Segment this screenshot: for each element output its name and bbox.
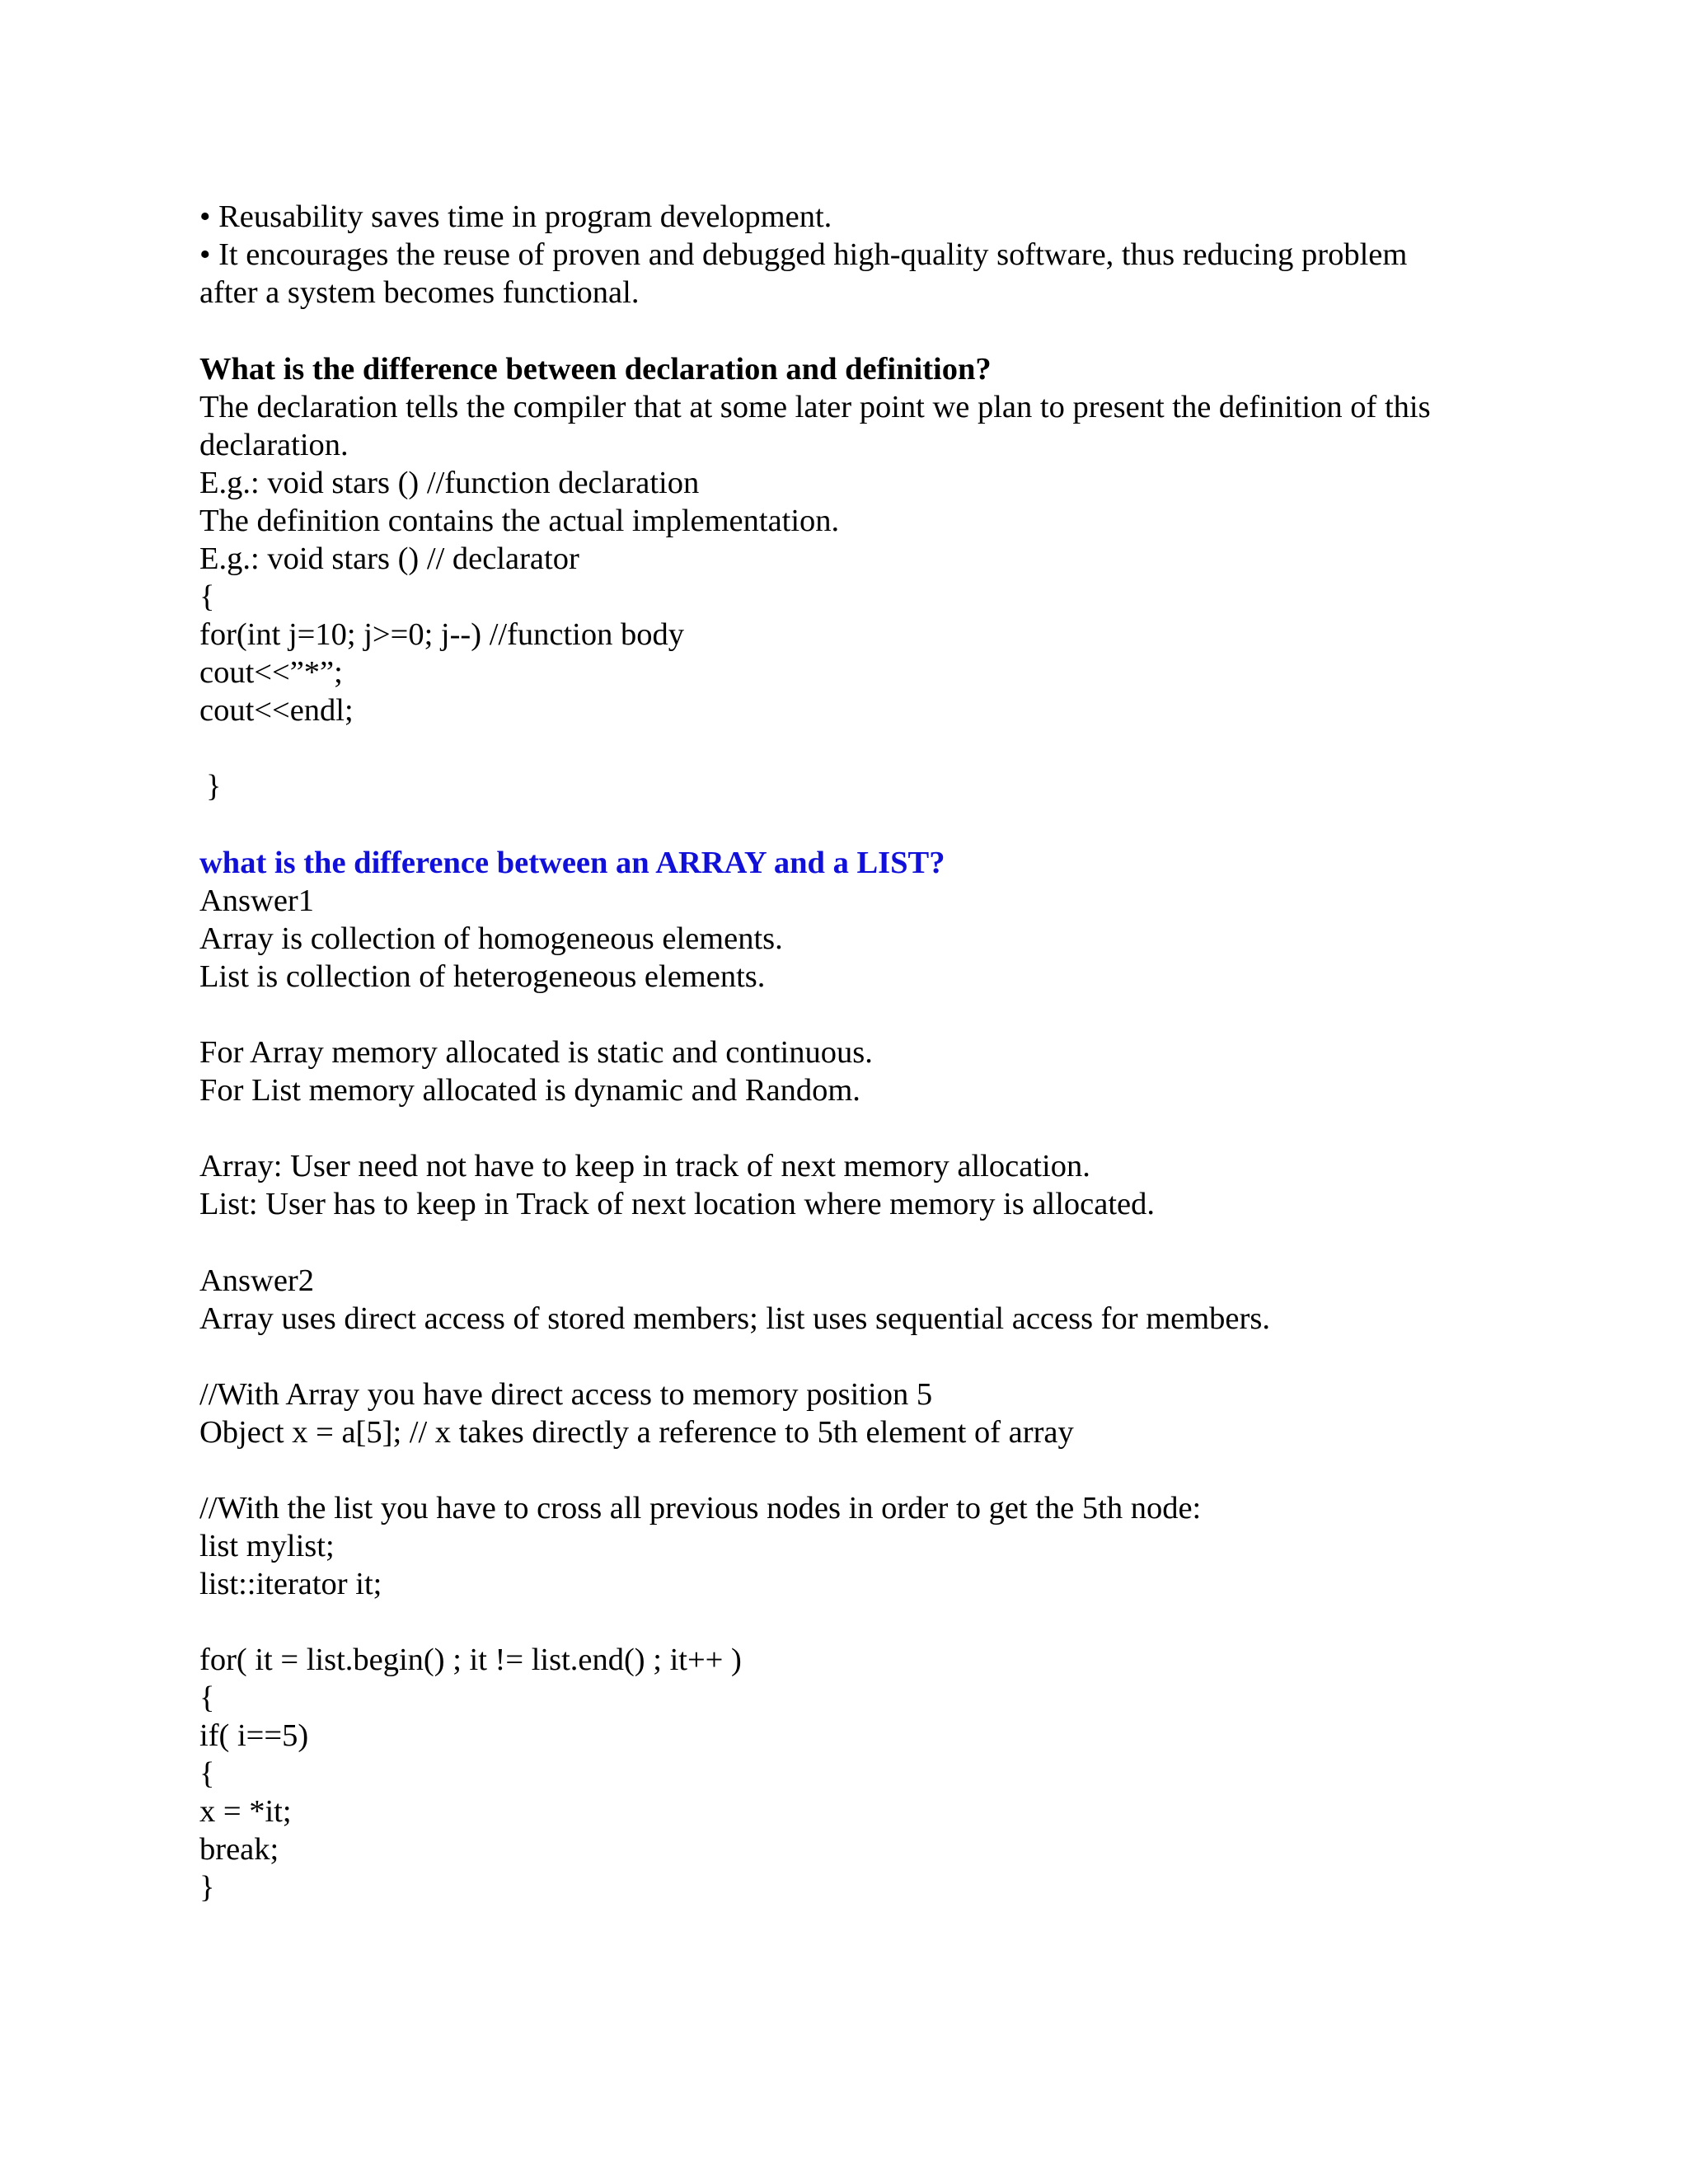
answer1-line: Array: User need not have to keep in track of next memory allocation. <box>199 1149 1090 1183</box>
answer2-line: //With the list you have to cross all previous nodes in order to get the 5th node: <box>199 1491 1202 1526</box>
code-line: } <box>206 769 222 804</box>
declaration-text-line: The declaration tells the compiler that at some later point we plan to present the definition of this <box>199 390 1431 424</box>
answer1-line: Array is collection of homogeneous elements. <box>199 921 783 956</box>
definition-text-line: The definition contains the actual implementation. <box>199 504 840 538</box>
code-line: x = *it; <box>199 1794 292 1829</box>
code-line: { <box>199 1680 215 1715</box>
heading-array-list: what is the difference between an ARRAY and a LIST? <box>199 846 945 880</box>
answer2-line: //With Array you have direct access to memory position 5 <box>199 1377 933 1412</box>
code-line: if( i==5) <box>199 1718 309 1753</box>
answer2-line: Array uses direct access of stored members; list uses sequential access for members. <box>199 1301 1270 1336</box>
code-line: { <box>199 1756 215 1791</box>
answer1-label: Answer1 <box>199 883 314 918</box>
bullet-reusability-reuse: • It encourages the reuse of proven and debugged high-quality software, thus reducing problem <box>199 237 1408 272</box>
answer1-line: List: User has to keep in Track of next location where memory is allocated. <box>199 1187 1155 1221</box>
answer1-line: List is collection of heterogeneous elements. <box>199 959 766 994</box>
definition-example-line: E.g.: void stars () // declarator <box>199 541 579 576</box>
declaration-example-line: E.g.: void stars () //function declaration <box>199 466 700 500</box>
code-line: } <box>199 1870 215 1905</box>
code-line: { <box>199 579 215 614</box>
heading-declaration-definition: What is the difference between declaration and definition? <box>199 352 992 387</box>
code-line: list mylist; <box>199 1529 335 1563</box>
code-line: for(int j=10; j>=0; j--) //function body <box>199 617 685 652</box>
bullet-reusability-reuse-cont: after a system becomes functional. <box>199 275 640 310</box>
code-line: cout<<”*”; <box>199 655 343 690</box>
bullet-reusability-time: • Reusability saves time in program development. <box>199 199 832 234</box>
declaration-text-line: declaration. <box>199 428 349 462</box>
answer2-label: Answer2 <box>199 1263 314 1298</box>
answer1-line: For List memory allocated is dynamic and Random. <box>199 1073 860 1108</box>
answer2-line: Object x = a[5]; // x takes directly a reference to 5th element of array <box>199 1415 1074 1450</box>
answer1-line: For Array memory allocated is static and continuous. <box>199 1035 873 1070</box>
code-line: cout<<endl; <box>199 693 354 728</box>
code-line: for( it = list.begin() ; it != list.end() ; it++ ) <box>199 1643 742 1677</box>
code-line: break; <box>199 1832 279 1867</box>
code-line: list::iterator it; <box>199 1567 382 1601</box>
